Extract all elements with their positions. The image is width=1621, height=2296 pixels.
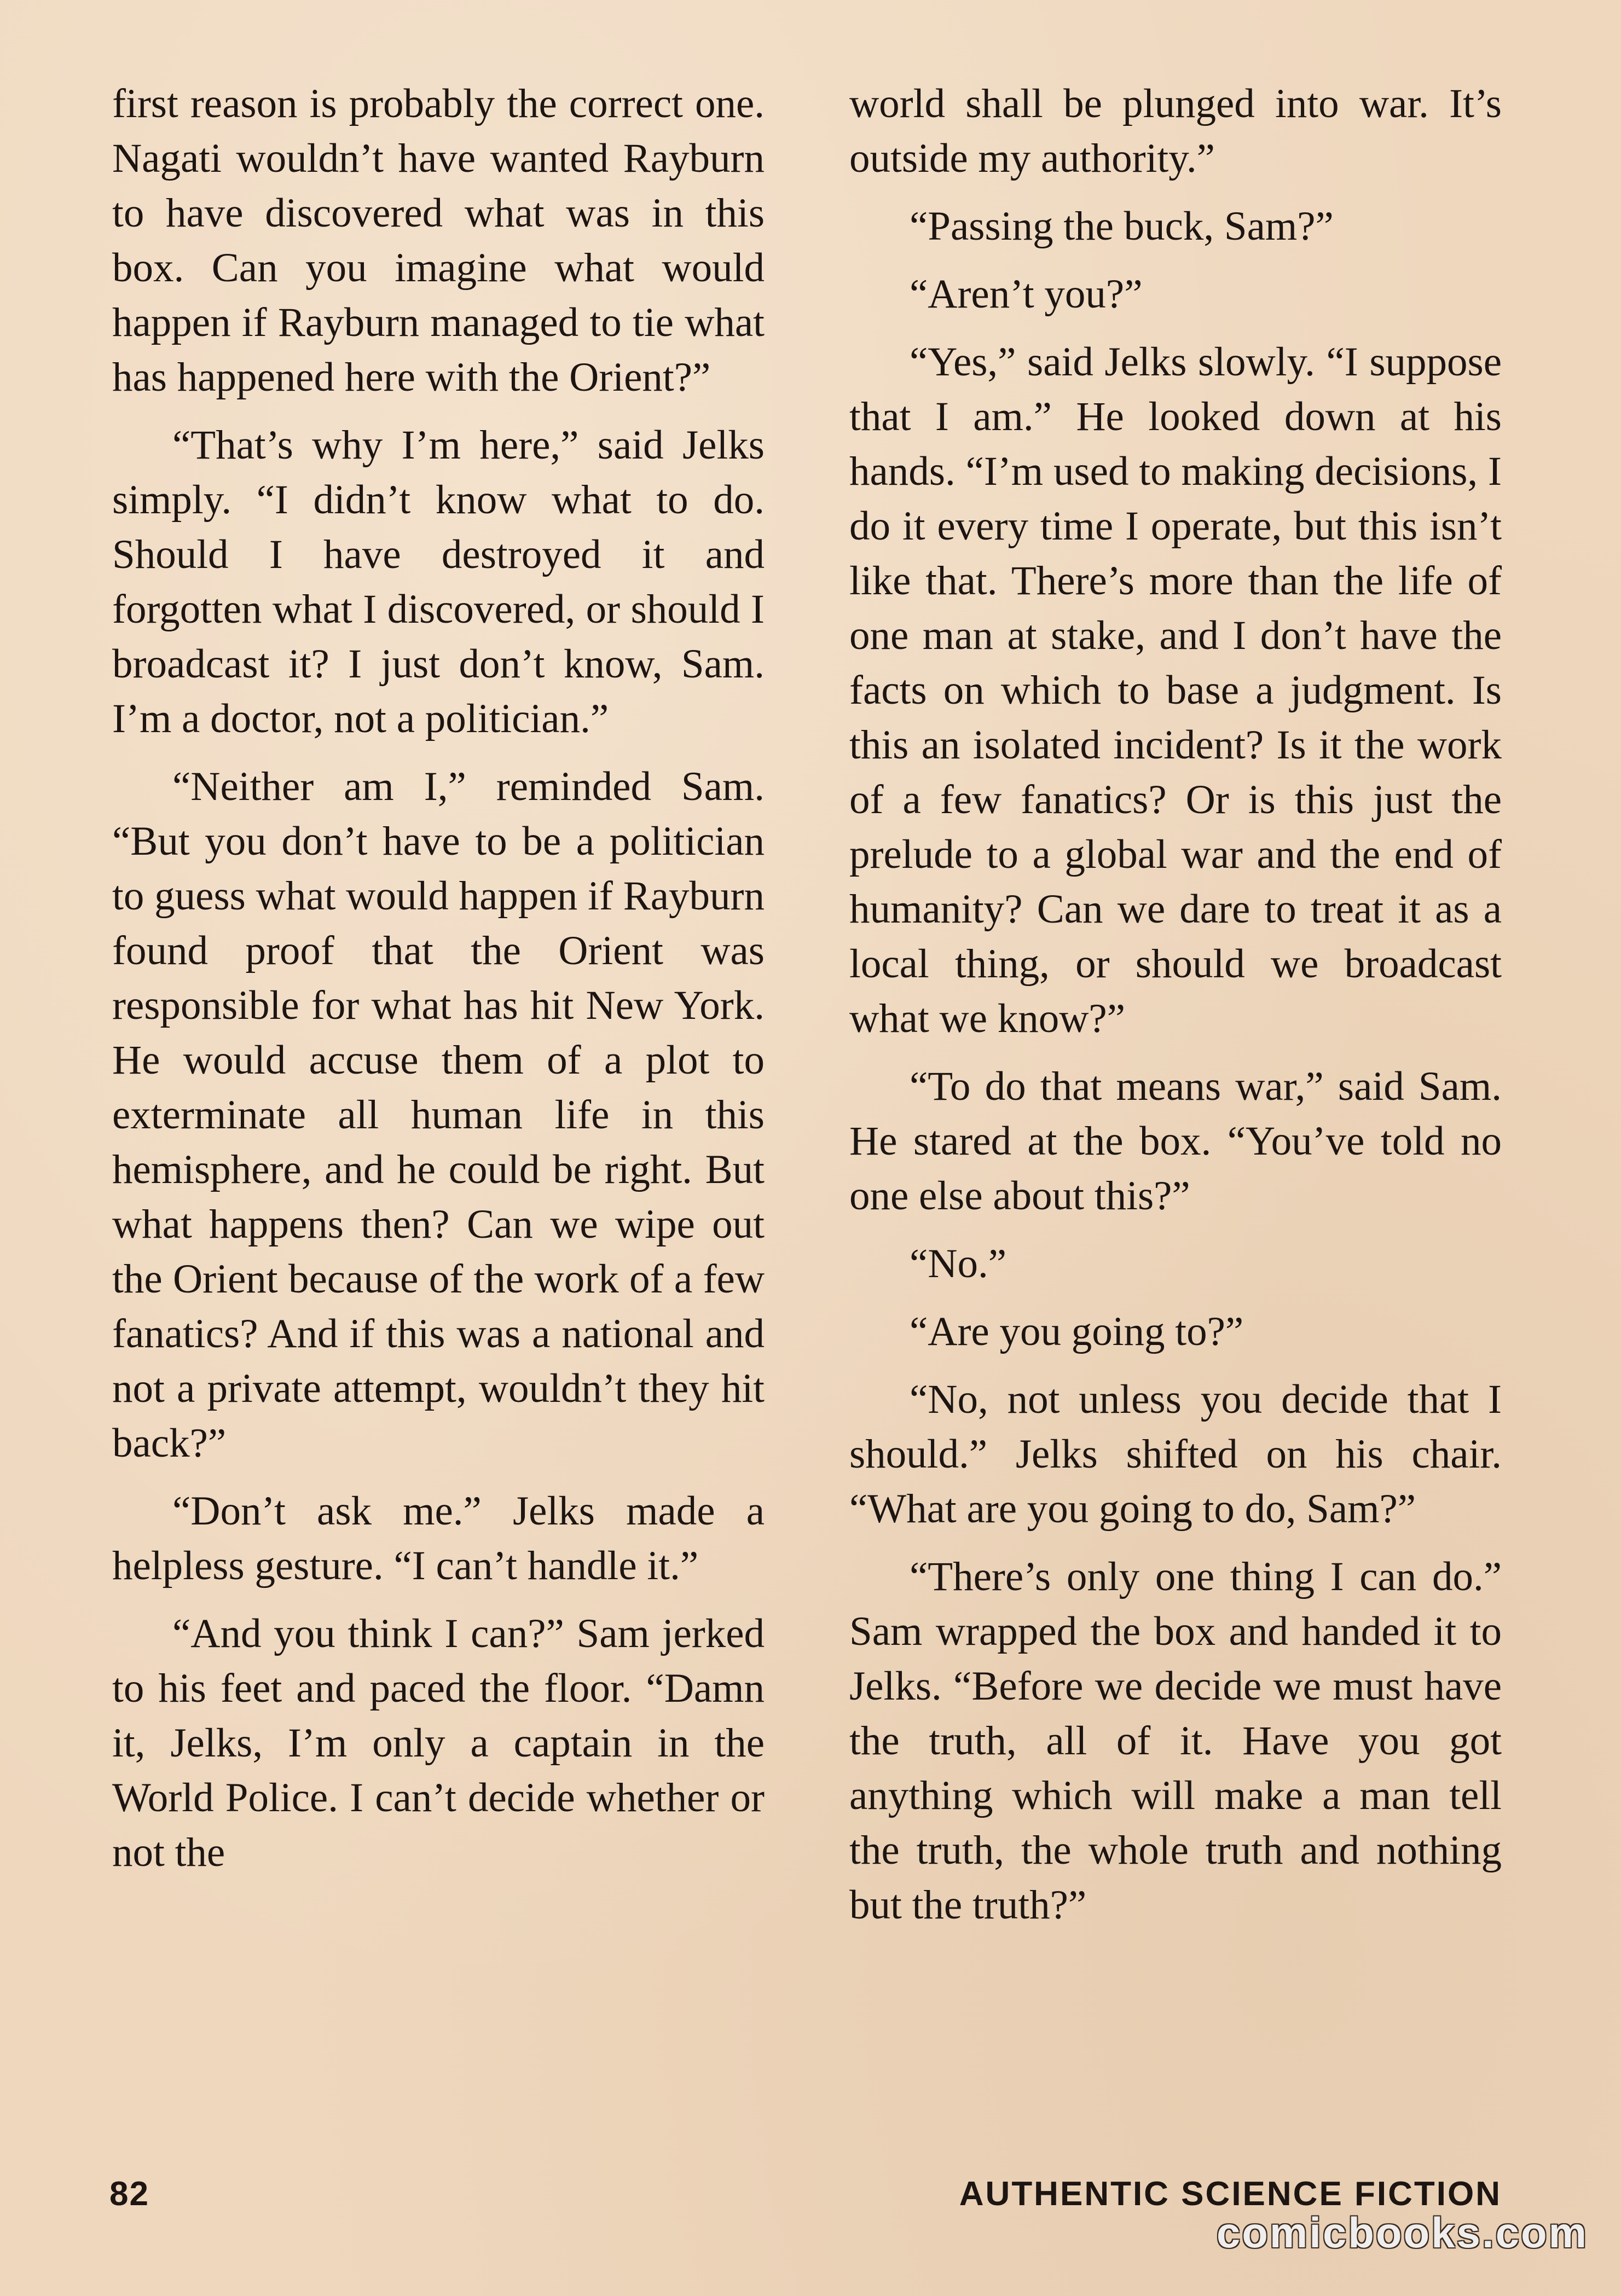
paragraph: “To do that means war,” said Sam. He stared at the box. “You’ve told no one else about this?”	[849, 1064, 1502, 1219]
paragraph: “No.”	[910, 1241, 1006, 1286]
paragraph: world shall be plunged into war. It’s outside my authority.”	[849, 81, 1502, 181]
paragraph: “And you think I can?” Sam jerked to his feet and paced the floor. “Damn it, Jelks, I’m only a captain in the World Police. I can’t decide whether or not the	[112, 1611, 765, 1875]
page-number: 82	[109, 2175, 149, 2213]
paragraph: “Passing the buck, Sam?”	[910, 204, 1334, 249]
site-watermark: comicbooks.com	[1216, 2208, 1588, 2257]
right-text-column	[849, 77, 1502, 1946]
paragraph: “Don’t ask me.” Jelks made a helpless gesture. “I can’t handle it.”	[112, 1488, 765, 1588]
paragraph: “No, not unless you decide that I should.” Jelks shifted on his chair. “What are you going to do, Sam?”	[849, 1377, 1502, 1532]
paragraph: “That’s why I’m here,” said Jelks simply. “I didn’t know what to do. Should I have destroyed it and forgotten what I discovered, or should I broadcast it? I just don’t know, Sam. I’m a doctor, not a politician.”	[112, 422, 765, 741]
paragraph: “Yes,” said Jelks slowly. “I suppose that I am.” He looked down at his hands. “I’m used to making decisions, I do it every time I operate, but this isn’t like that. There’s more than the life of one man at stake, and I don’t have the facts on which to base a judgment. Is this an isolated incident? Is it the work of a few fanatics? Or is this just the prelude to a global war and the end of humanity? Can we dare to treat it as a local thing, or should we broadcast what we know?”	[849, 339, 1502, 1041]
paragraph: “There’s only one thing I can do.” Sam wrapped the box and handed it to Jelks. “Before we decide we must have the truth, all of it. Have you got anything which will make a man tell the truth, the whole truth and nothing but the truth?”	[849, 1554, 1502, 1928]
paragraph: “Are you going to?”	[910, 1309, 1244, 1354]
paragraph: “Aren’t you?”	[910, 271, 1143, 317]
left-text-column	[112, 77, 765, 1893]
paragraph: first reason is probably the correct one. Nagati wouldn’t have wanted Rayburn to have discovered what was in this box. Can you imagine what would happen if Rayburn managed to tie what has happened here with the Orient?”	[112, 81, 765, 400]
magazine-title: AUTHENTIC SCIENCE FICTION	[959, 2175, 1502, 2213]
paragraph: “Neither am I,” reminded Sam. “But you don’t have to be a politician to guess what would happen if Rayburn found proof that the Orient was responsible for what has hit New York. He would accuse them of a plot to exterminate all human life in this hemisphere, and he could be right. But what happens then? Can we wipe out the Orient because of the work of a few fanatics? And if this was a national and not a private attempt, wouldn’t they hit back?”	[112, 764, 765, 1466]
